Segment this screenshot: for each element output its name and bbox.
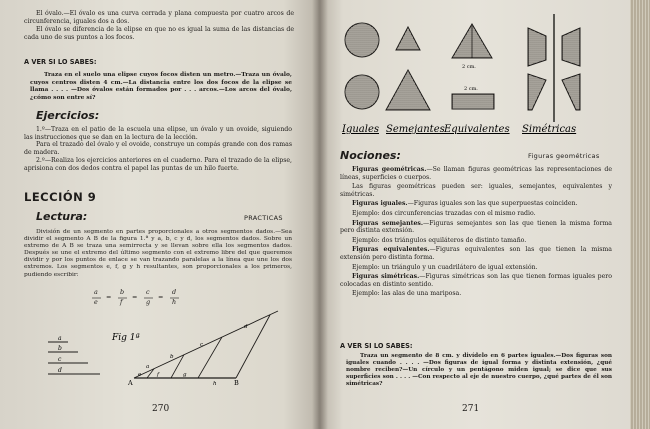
ratio-denominator-4: h xyxy=(172,298,177,306)
ovalo-definition: El óvalo.—El óvalo es una curva cerrada y plana compuesta por cuatro arcos de circunferencia, iguales dos a dos. xyxy=(24,10,294,25)
label-d: d xyxy=(58,367,62,374)
paragraph-9-text: Ejemplo: las alas de una mariposa. xyxy=(352,290,462,298)
circle-top xyxy=(345,23,379,57)
circle-bottom xyxy=(345,75,379,109)
symmetric-shape-br xyxy=(562,74,580,110)
paragraph-3-text: Ejemplo: dos circunferencias trazadas con el mismo radio. xyxy=(352,209,536,217)
caption-semejantes: Semejantes xyxy=(386,124,445,135)
paragraph-8-lead: Figuras simétricas. xyxy=(352,273,420,281)
ratio-numerator-2: b xyxy=(120,288,125,296)
paragraph-6-lead: Figuras equivalentes. xyxy=(352,246,430,254)
lectura-heading: Lectura: xyxy=(36,210,88,223)
label-b: b xyxy=(58,345,62,352)
book-gutter xyxy=(312,0,328,429)
label-ray-d: d xyxy=(244,324,248,330)
caption-simetricas: Simétricas xyxy=(522,124,577,135)
paragraph-5 xyxy=(340,237,612,245)
paragraph-7-text: Ejemplo: un triángulo y un cuadrilátero de igual extensión. xyxy=(352,263,538,271)
equals-1: = xyxy=(106,293,112,301)
fraction-bars xyxy=(92,288,202,310)
paragraph-1-text: Las figuras geométricas pueden ser: iguales, semejantes, equivalentes y simétricas. xyxy=(340,183,612,198)
ratio-numerator-1: a xyxy=(94,288,98,296)
lectura-text: División de un segmento en partes proporcionales a otros segmentos dados.—Sea dividir el segmento A B de la figura 1.ª y a, b, c y d, los segmentos dados. Sobre un extremo de A B se traza una semirrecta y se llevan sobre ella los segmentos dados. Después se une el extremo del último segmento con el extremo libre del que queremos dividir y por los puntos de enlace se van trazando paralelas a la línea que une los dos extremos. Los segmentos e, f, g y h resultantes, son proporcionales a los primeros, pudiendo escribir: xyxy=(24,229,292,278)
paragraph-4 xyxy=(340,220,612,235)
label-f: f xyxy=(157,372,160,378)
symmetric-shape-tl xyxy=(528,28,546,66)
dim-label-rectangle: 2 cm. xyxy=(464,86,478,92)
nociones-heading: Nociones: xyxy=(340,149,401,162)
triangle-large xyxy=(386,70,430,110)
paragraph-2-text: —Figuras iguales son las que superpuestas coinciden. xyxy=(407,200,578,208)
quiz-text-right: Traza un segmento de 8 cm. y divídelo en 6 partes iguales.—Dos figuras son iguales cuando . . . . —Dos figuras de igual forma y distinta extensión, ¿qué nombre reciben?—Un círculo y un pentágono miden igual; se dice que sus superficies son . . . . —Con respecto al eje de nuestro cuerpo, ¿qué partes de él son simétricas? xyxy=(346,353,612,387)
equals-2: = xyxy=(132,293,138,301)
caption-iguales: Iguales xyxy=(342,124,380,135)
paragraph-0-lead: Figuras geométricas. xyxy=(352,166,427,173)
paragraph-5-text: Ejemplo: dos triángulos equiláteros de distinto tamaño. xyxy=(352,236,527,244)
paragraph-8 xyxy=(340,273,612,288)
paragraph-7 xyxy=(340,264,612,272)
ratio-numerator-3: c xyxy=(146,288,150,296)
practicas-tag: PRACTICAS xyxy=(244,214,283,222)
label-ray-c: c xyxy=(200,342,204,348)
dim-label-triangle: 2 cm. xyxy=(462,64,476,70)
equals-3: = xyxy=(158,293,164,301)
page-number-right: 271 xyxy=(462,404,480,414)
quiz-heading-left: A VER SI LO SABES: xyxy=(24,58,97,66)
paragraph-0 xyxy=(340,166,612,181)
triangle-small xyxy=(396,27,420,50)
nociones-body xyxy=(340,166,612,300)
paragraph-6-text: —Figuras equivalentes son las que tienen la misma extensión pero distinta forma. xyxy=(340,246,612,261)
label-A: A xyxy=(128,379,133,387)
quiz-heading-right: A VER SI LO SABES: xyxy=(340,342,413,350)
exercise-1: 1.º—Traza en el patio de la escuela una elipse, un óvalo y un ovoide, siguiendo las instrucciones que se dan en la lectura de la lección. xyxy=(24,126,292,141)
proportion-ratio xyxy=(92,288,202,310)
ray-from-A xyxy=(134,311,278,378)
ratio-denominator-2: f xyxy=(120,298,123,306)
label-B: B xyxy=(234,379,239,387)
exercise-1-note: Para el trazado del óvalo y el ovoide, construye un compás grande con dos ramas de madera. xyxy=(24,141,292,156)
label-ray-a: a xyxy=(146,364,150,370)
geometric-figures-illustration xyxy=(332,10,632,140)
symmetric-shape-bl xyxy=(528,74,546,110)
caption-equivalentes: Equivalentes xyxy=(444,124,510,135)
paragraph-3 xyxy=(340,210,612,218)
symmetric-shape-tr xyxy=(562,28,580,66)
quiz-text-left: Traza en el suelo una elipse cuyos focos disten un metro.—Traza un óvalo, cuyos centros disten 4 cm.—La distancia entre los dos focos de la elipse se llama . . . . —Dos óvalos están formados por . . . arcos.—Los arcos del óvalo, ¿cómo son entre sí? xyxy=(30,71,292,101)
page-edges xyxy=(630,0,650,429)
rectangle-equivalent xyxy=(452,94,494,109)
paragraph-9 xyxy=(340,290,612,298)
label-h: h xyxy=(213,381,217,387)
page-number-left: 270 xyxy=(152,404,170,414)
label-c: c xyxy=(58,356,62,363)
label-e: e xyxy=(138,372,142,378)
closing-line xyxy=(236,315,270,378)
paragraph-8-text: —Figuras simétricas son las que tienen formas iguales pero colocadas en distinto sentido. xyxy=(340,273,612,288)
paragraph-2 xyxy=(340,200,612,208)
paragraph-0-text: —Se llaman figuras geométricas las representaciones de líneas, superficies o cuerpos. xyxy=(340,166,612,181)
paragraph-2-lead: Figuras iguales. xyxy=(352,200,408,208)
paragraph-6 xyxy=(340,246,612,261)
lesson-heading: LECCIÓN 9 xyxy=(24,190,97,204)
paragraph-1 xyxy=(340,183,612,198)
figure-label: Fig 1ª xyxy=(112,333,140,343)
paragraph-4-lead: Figuras semejantes. xyxy=(352,219,424,227)
label-ray-b: b xyxy=(170,354,174,360)
left-page xyxy=(0,0,322,429)
right-page xyxy=(318,0,632,429)
ovalo-difference: El óvalo se diferencia de la elipse en que no es igual la suma de las distancias de cada uno de sus puntos a los focos. xyxy=(24,26,294,41)
nociones-tag: Figuras geométricas xyxy=(528,152,600,160)
figure-1-diagram xyxy=(30,308,300,388)
label-g: g xyxy=(183,372,187,378)
ratio-denominator-1: e xyxy=(94,298,98,306)
ejercicios-heading: Ejercicios: xyxy=(36,109,100,122)
ratio-denominator-3: g xyxy=(146,298,151,306)
label-a: a xyxy=(58,335,62,342)
paragraph-4-text: —Figuras semejantes son las que tienen la misma forma pero distinta extensión. xyxy=(340,219,612,235)
ratio-numerator-4: d xyxy=(172,288,177,296)
exercise-2: 2.º—Realiza los ejercicios anteriores en el cuaderno. Para el trazado de la elipse, aprisiona con dos dedos contra el papel las puntas de un hilo fuerte. xyxy=(24,157,292,172)
